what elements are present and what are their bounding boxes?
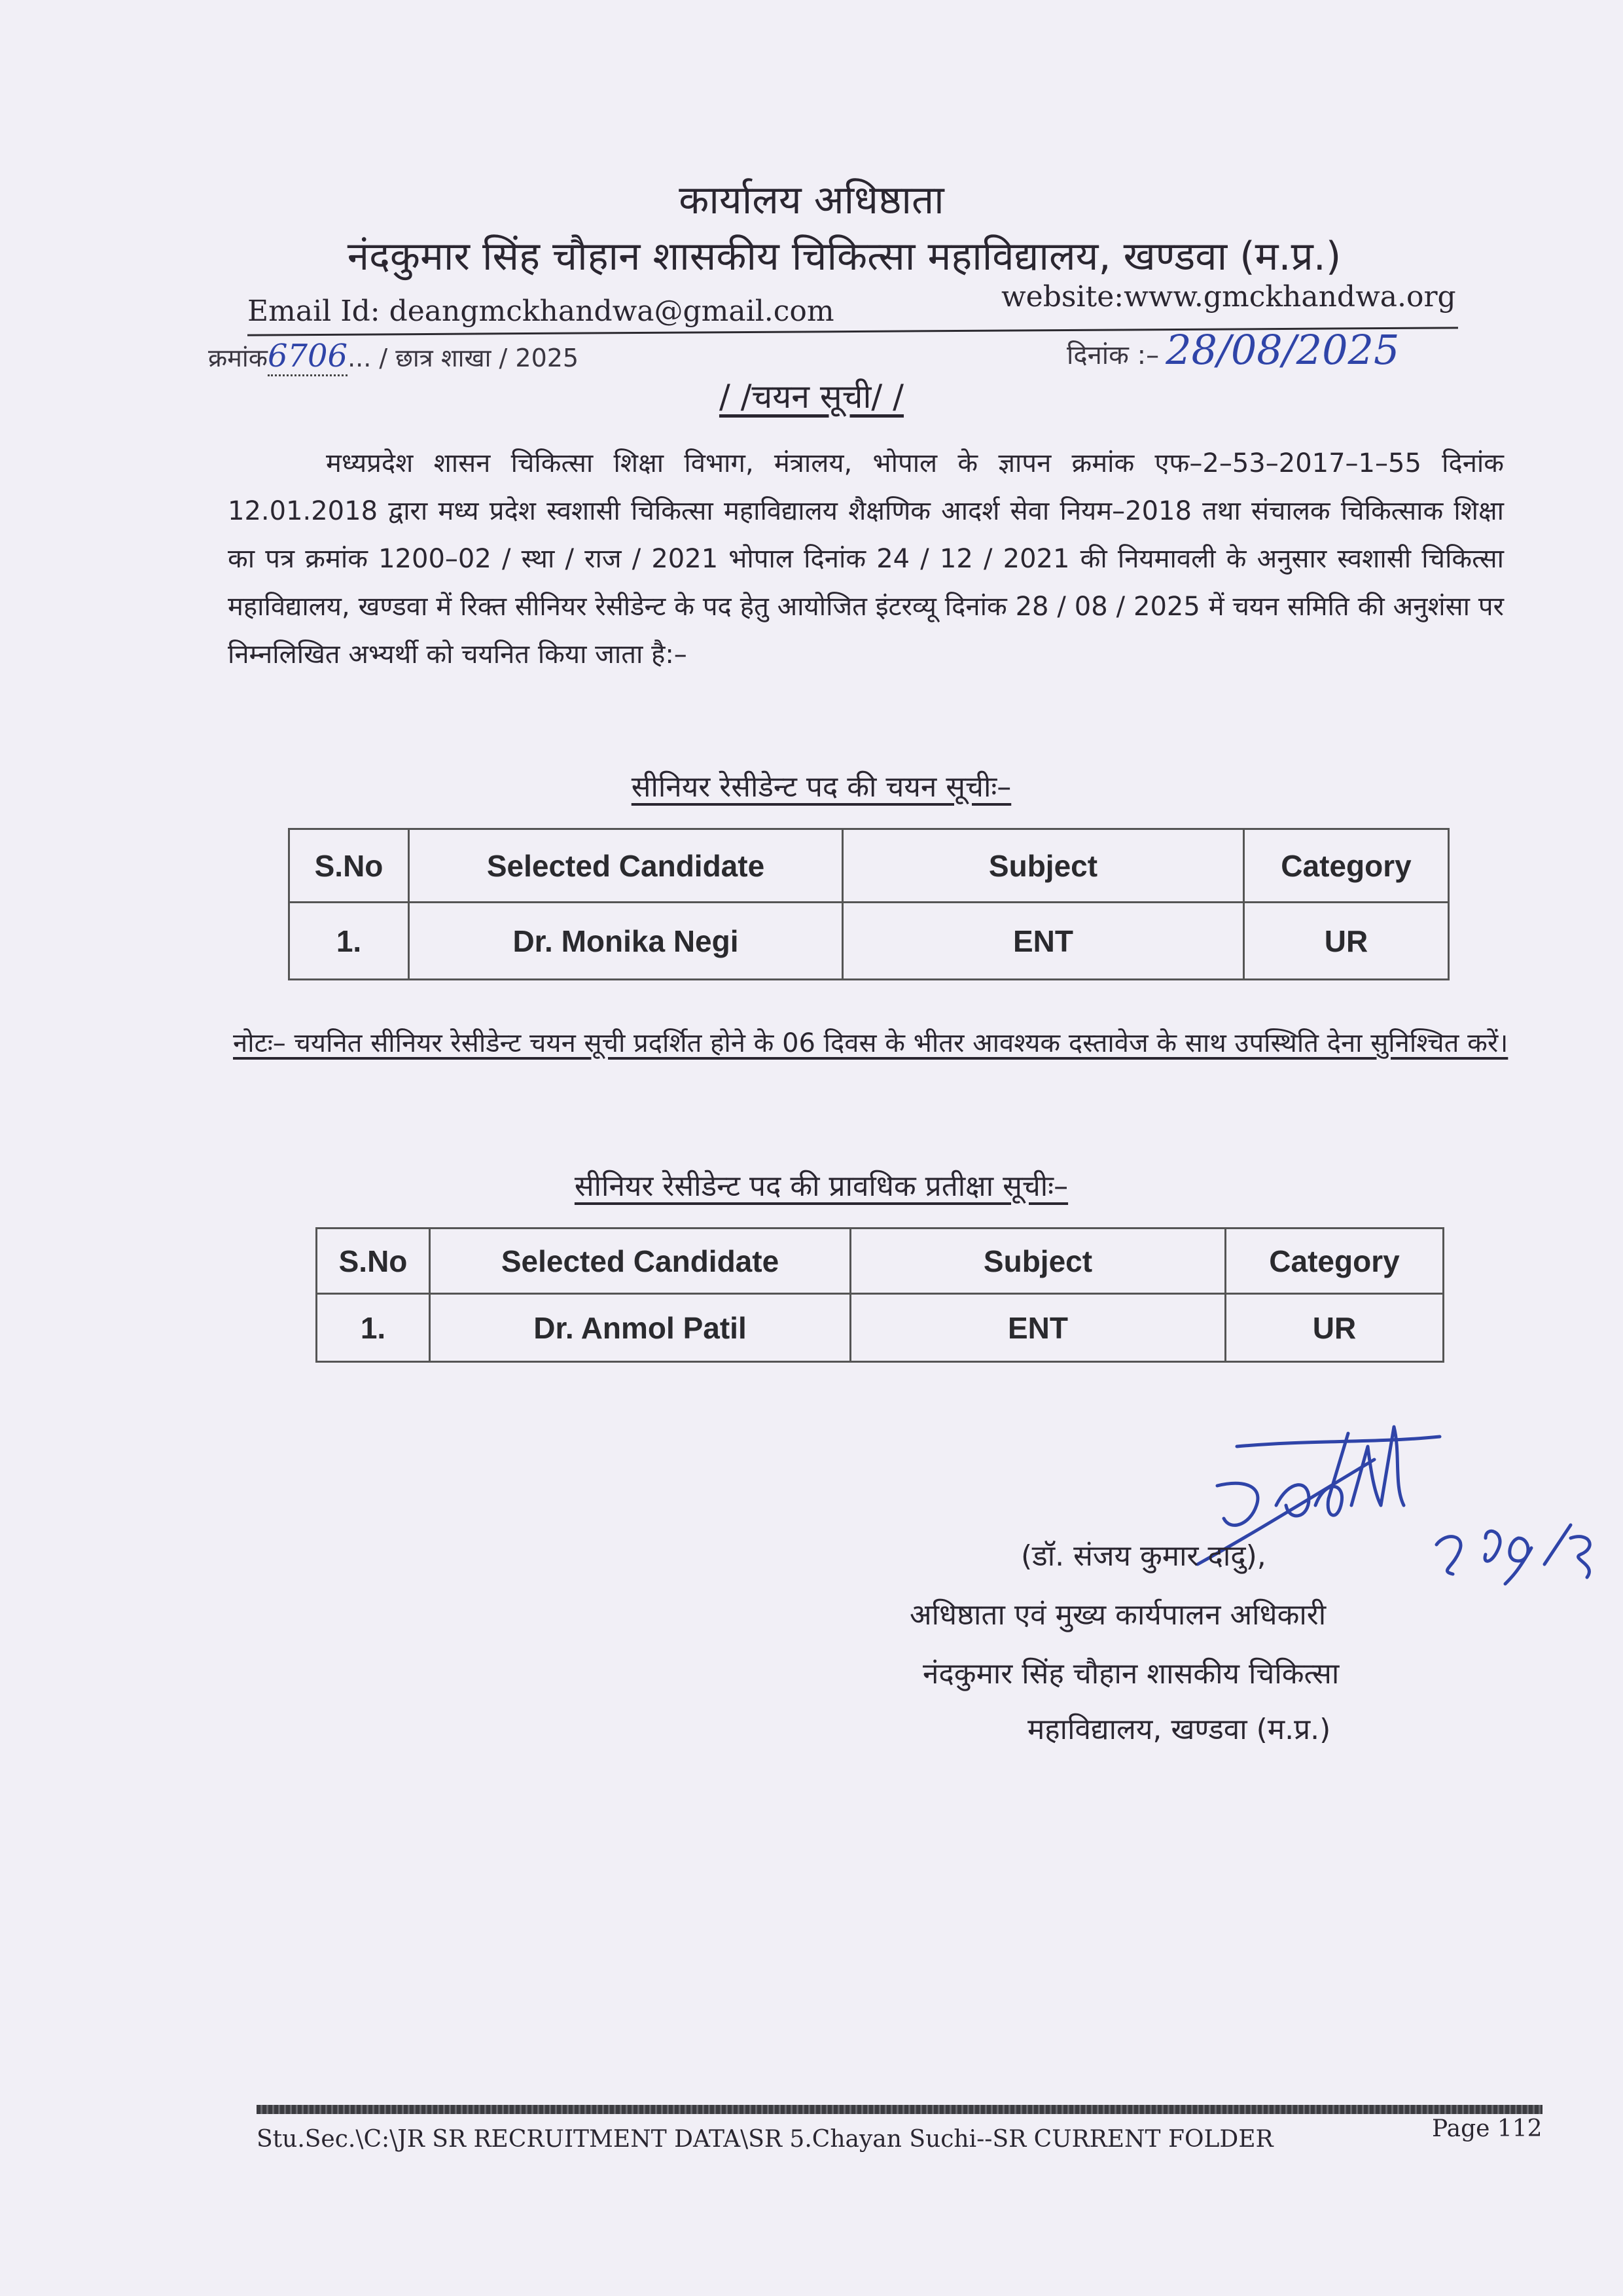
table-header-row <box>317 1229 1444 1294</box>
date-handwritten-value: 28/08/2025 <box>1166 326 1400 374</box>
column-header: S.No <box>289 829 409 903</box>
column-header: S.No <box>317 1229 430 1294</box>
column-header: Category <box>1244 829 1449 903</box>
reference-number <box>208 338 579 374</box>
reference-prefix: क्रमांक <box>208 344 268 372</box>
cell-sno: 1. <box>317 1294 430 1362</box>
letter-date <box>1067 326 1399 374</box>
email-address: Email Id: deangmckhandwa@gmail.com <box>247 295 834 328</box>
column-header: Subject <box>851 1229 1226 1294</box>
column-header: Subject <box>843 829 1244 903</box>
cell-candidate: Dr. Anmol Patil <box>430 1294 851 1362</box>
college-name: नंदकुमार सिंह चौहान शासकीय चिकित्सा महाविद्यालय, खण्डवा (म.प्र.) <box>347 234 1342 279</box>
note-text: नोटः– चयनित सीनियर रेसीडेन्ट चयन सूची प्रदर्शित होने के 06 दिवस के भीतर आवश्यक दस्तावेज के साथ उपस्थिति देना सुनिश्चित करें। <box>233 1028 1508 1058</box>
cell-subject: ENT <box>851 1294 1226 1362</box>
selection-table <box>288 828 1450 980</box>
signatory-organization: नंदकुमार सिंह चौहान शासकीय चिकित्सा <box>923 1657 1340 1691</box>
waitlist-heading: सीनियर रेसीडेन्ट पद की प्रावधिक प्रतीक्षा सूचीः– <box>574 1170 1069 1203</box>
table-row <box>289 903 1449 980</box>
document-heading: / /चयन सूची/ / <box>719 378 904 416</box>
signatory-designation: अधिष्ठाता एवं मुख्य कार्यपालन अधिकारी <box>910 1598 1327 1632</box>
reference-suffix: ... / छात्र शाखा / 2025 <box>348 344 579 372</box>
column-header: Selected Candidate <box>409 829 843 903</box>
office-title: कार्यालय अधिष्ठाता <box>679 177 944 223</box>
selection-list-heading: सीनियर रेसीडेन्ट पद की चयन सूचीः– <box>631 770 1012 804</box>
column-header: Category <box>1226 1229 1444 1294</box>
cell-category: UR <box>1244 903 1449 980</box>
cell-candidate: Dr. Monika Negi <box>409 903 843 980</box>
body-paragraph: मध्यप्रदेश शासन चिकित्सा शिक्षा विभाग, मंत्रालय, भोपाल के ज्ञापन क्रमांक एफ–2–53–2017–1–55 दिनांक 12.01.2018 द्वारा मध्य प्रदेश स्वशासी चिकित्सा महाविद्यालय शैक्षणिक आदर्श सेवा नियम–2018 तथा संचालक चिकित्साक शिक्षा का पत्र क्रमांक 1200–02 / स्था / राज / 2021 भोपाल दिनांक 24 / 12 / 2021 की नियमावली के अनुसार स्वशासी चिकित्सा महाविद्यालय, खण्डवा में रिक्त सीनियर रेसीडेन्ट के पद हेतु आयोजित इंटरव्यू दिनांक 28 / 08 / 2025 में चयन समिति की अनुशंसा पर निम्नलिखित अभ्यर्थी को चयनित किया जाता है:– <box>228 448 1504 670</box>
cell-subject: ENT <box>843 903 1244 980</box>
footer-page-number: Page 112 <box>1432 2115 1543 2142</box>
reference-handwritten-number: 6706 <box>268 338 348 376</box>
date-label: दिनांक :– <box>1067 340 1160 370</box>
table-header-row <box>289 829 1449 903</box>
column-header: Selected Candidate <box>430 1229 851 1294</box>
note-paragraph <box>233 1018 1512 1069</box>
waitlist-table <box>315 1227 1444 1363</box>
footer-file-path: Stu.Sec.\C:\JR SR RECRUITMENT DATA\SR 5.Chayan Suchi--SR CURRENT FOLDER <box>257 2126 1274 2153</box>
website-address: website:www.gmckhandwa.org <box>1001 280 1456 314</box>
footer-rule <box>257 2105 1543 2114</box>
table-row <box>317 1294 1444 1362</box>
handwritten-signature <box>1178 1407 1603 1604</box>
signatory-name: (डॉ. संजय कुमार दादु), <box>1021 1539 1266 1573</box>
cell-sno: 1. <box>289 903 409 980</box>
cell-category: UR <box>1226 1294 1444 1362</box>
signatory-place: महाविद्यालय, खण्डवा (म.प्र.) <box>1027 1713 1331 1746</box>
